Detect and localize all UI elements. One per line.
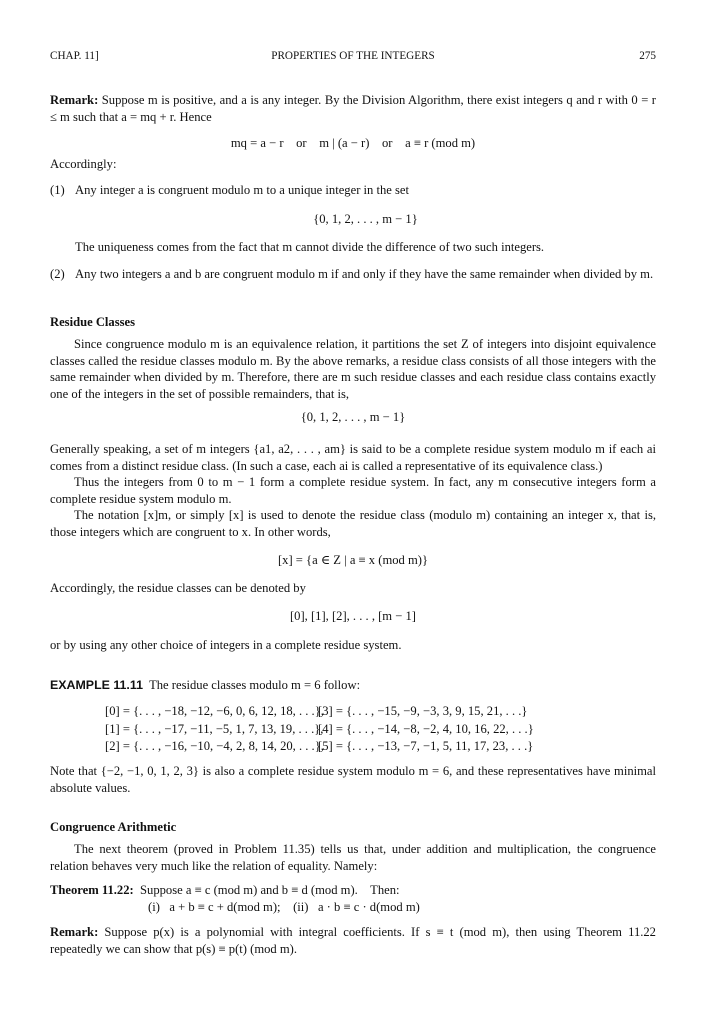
residue-paragraph-5: Accordingly, the residue classes can be denoted by bbox=[50, 581, 306, 595]
example-note: Note that {−2, −1, 0, 1, 2, 3} is also a complete residue system modulo m = 6, and these representatives have minimal absolute values. bbox=[50, 764, 656, 795]
running-title: PROPERTIES OF THE INTEGERS bbox=[271, 50, 435, 62]
list-item-number: (2) bbox=[50, 267, 65, 281]
list-item bbox=[50, 182, 656, 199]
residue-paragraph-2: Generally speaking, a set of m integers {a1, a2, . . . , am} is said to be a complete residue system modulo m if each ai comes from a distinct residue class. (In such a case, each ai is called a representative of its equivalence class.) bbox=[50, 442, 656, 473]
list-item-text: Any two integers a and b are congruent modulo m if and only if they have the same remainder when divided by m. bbox=[75, 267, 654, 281]
theorem-label: Theorem 11.22: bbox=[50, 883, 134, 897]
example-intro: The residue classes modulo m = 6 follow: bbox=[149, 678, 361, 692]
example-label: EXAMPLE 11.11 bbox=[50, 678, 143, 692]
section-heading-residue-classes: Residue Classes bbox=[50, 315, 136, 329]
remark-text: Suppose p(x) is a polynomial with integral coefficients. If s ≡ t (mod m), then using Theorem 11.22 repeatedly we can show that p(s) ≡ p(t) (mod m). bbox=[50, 925, 656, 956]
remark-label: Remark: bbox=[50, 93, 99, 107]
final-remark bbox=[50, 924, 656, 957]
set-display: {0, 1, 2, . . . , m − 1} bbox=[313, 212, 418, 226]
residue-classes-table bbox=[105, 703, 534, 756]
accordingly-text: Accordingly: bbox=[50, 157, 117, 171]
example-heading bbox=[50, 677, 656, 694]
residue-paragraph-3: Thus the integers from 0 to m − 1 form a complete residue system. In fact, any m consecutive integers form a complete residue system modulo m. bbox=[50, 475, 656, 506]
theorem-statement bbox=[50, 882, 656, 899]
page-number: 275 bbox=[639, 50, 656, 62]
table-row bbox=[105, 738, 534, 756]
table-cell: [2] = {. . . , −16, −10, −4, 2, 8, 14, 20, . . .}, bbox=[105, 739, 324, 753]
residue-classes-list: [0], [1], [2], . . . , [m − 1] bbox=[289, 609, 416, 623]
residue-class-definition: [x] = {a ∈ Z | a ≡ x (mod m)} bbox=[277, 553, 429, 567]
residue-paragraph-6: or by using any other choice of integers in a complete residue system. bbox=[50, 638, 402, 652]
uniqueness-note: The uniqueness comes from the fact that m cannot divide the difference of two such integers. bbox=[75, 240, 545, 254]
table-row bbox=[105, 703, 534, 721]
table-cell: [4] = {. . . , −14, −8, −2, 4, 10, 16, 22, . . .} bbox=[318, 721, 534, 736]
congruence-paragraph: The next theorem (proved in Problem 11.35) tells us that, under addition and multiplication, the congruence relation behaves very much like the relation of equality. Namely: bbox=[50, 842, 656, 873]
table-cell: [0] = {. . . , −18, −12, −6, 0, 6, 12, 18, . . .}, bbox=[105, 704, 324, 718]
table-cell: [3] = {. . . , −15, −9, −3, 3, 9, 15, 21, . . .} bbox=[318, 704, 528, 718]
table-row bbox=[105, 721, 534, 739]
remark-display-equation: mq = a − r or m | (a − r) or a ≡ r (mod m) bbox=[230, 136, 476, 150]
section-heading-congruence-arithmetic: Congruence Arithmetic bbox=[50, 820, 177, 834]
residue-paragraph-1: Since congruence modulo m is an equivalence relation, it partitions the set Z of integers into disjoint equivalence classes called the residue classes modulo m. By the above remarks, a residue class consists of all those integers with the same remainder when divided by m. Therefore, there are m such residue classes and each residue class contains exactly one of the integers in the set of possible remainders, that is, bbox=[50, 337, 656, 401]
list-item bbox=[50, 266, 656, 283]
remark-paragraph bbox=[50, 92, 656, 125]
residue-paragraph-4: The notation [x]m, or simply [x] is used to denote the residue class (modulo m) containing an integer x, that is, those integers which are congruent to x. In other words, bbox=[50, 508, 656, 539]
table-cell: [1] = {. . . , −17, −11, −5, 1, 7, 13, 19, . . .}, bbox=[105, 721, 324, 736]
remark-text: Suppose m is positive, and a is any integer. By the Division Algorithm, there exist integers q and r with 0 = r ≤ m such that a = mq + r. Hence bbox=[50, 93, 656, 124]
chapter-label: CHAP. 11] bbox=[50, 50, 99, 62]
theorem-text: Suppose a ≡ c (mod m) and b ≡ d (mod m). Then: bbox=[140, 883, 400, 897]
remark-label: Remark: bbox=[50, 925, 99, 939]
remainders-set-display: {0, 1, 2, . . . , m − 1} bbox=[300, 410, 406, 424]
list-item-number: (1) bbox=[50, 183, 65, 197]
theorem-parts: (i) a + b ≡ c + d(mod m); (ii) a · b ≡ c · d(mod m) bbox=[148, 900, 420, 914]
table-cell: [5] = {. . . , −13, −7, −1, 5, 11, 17, 23, . . .} bbox=[318, 739, 534, 753]
list-item-text: Any integer a is congruent modulo m to a unique integer in the set bbox=[75, 183, 410, 197]
